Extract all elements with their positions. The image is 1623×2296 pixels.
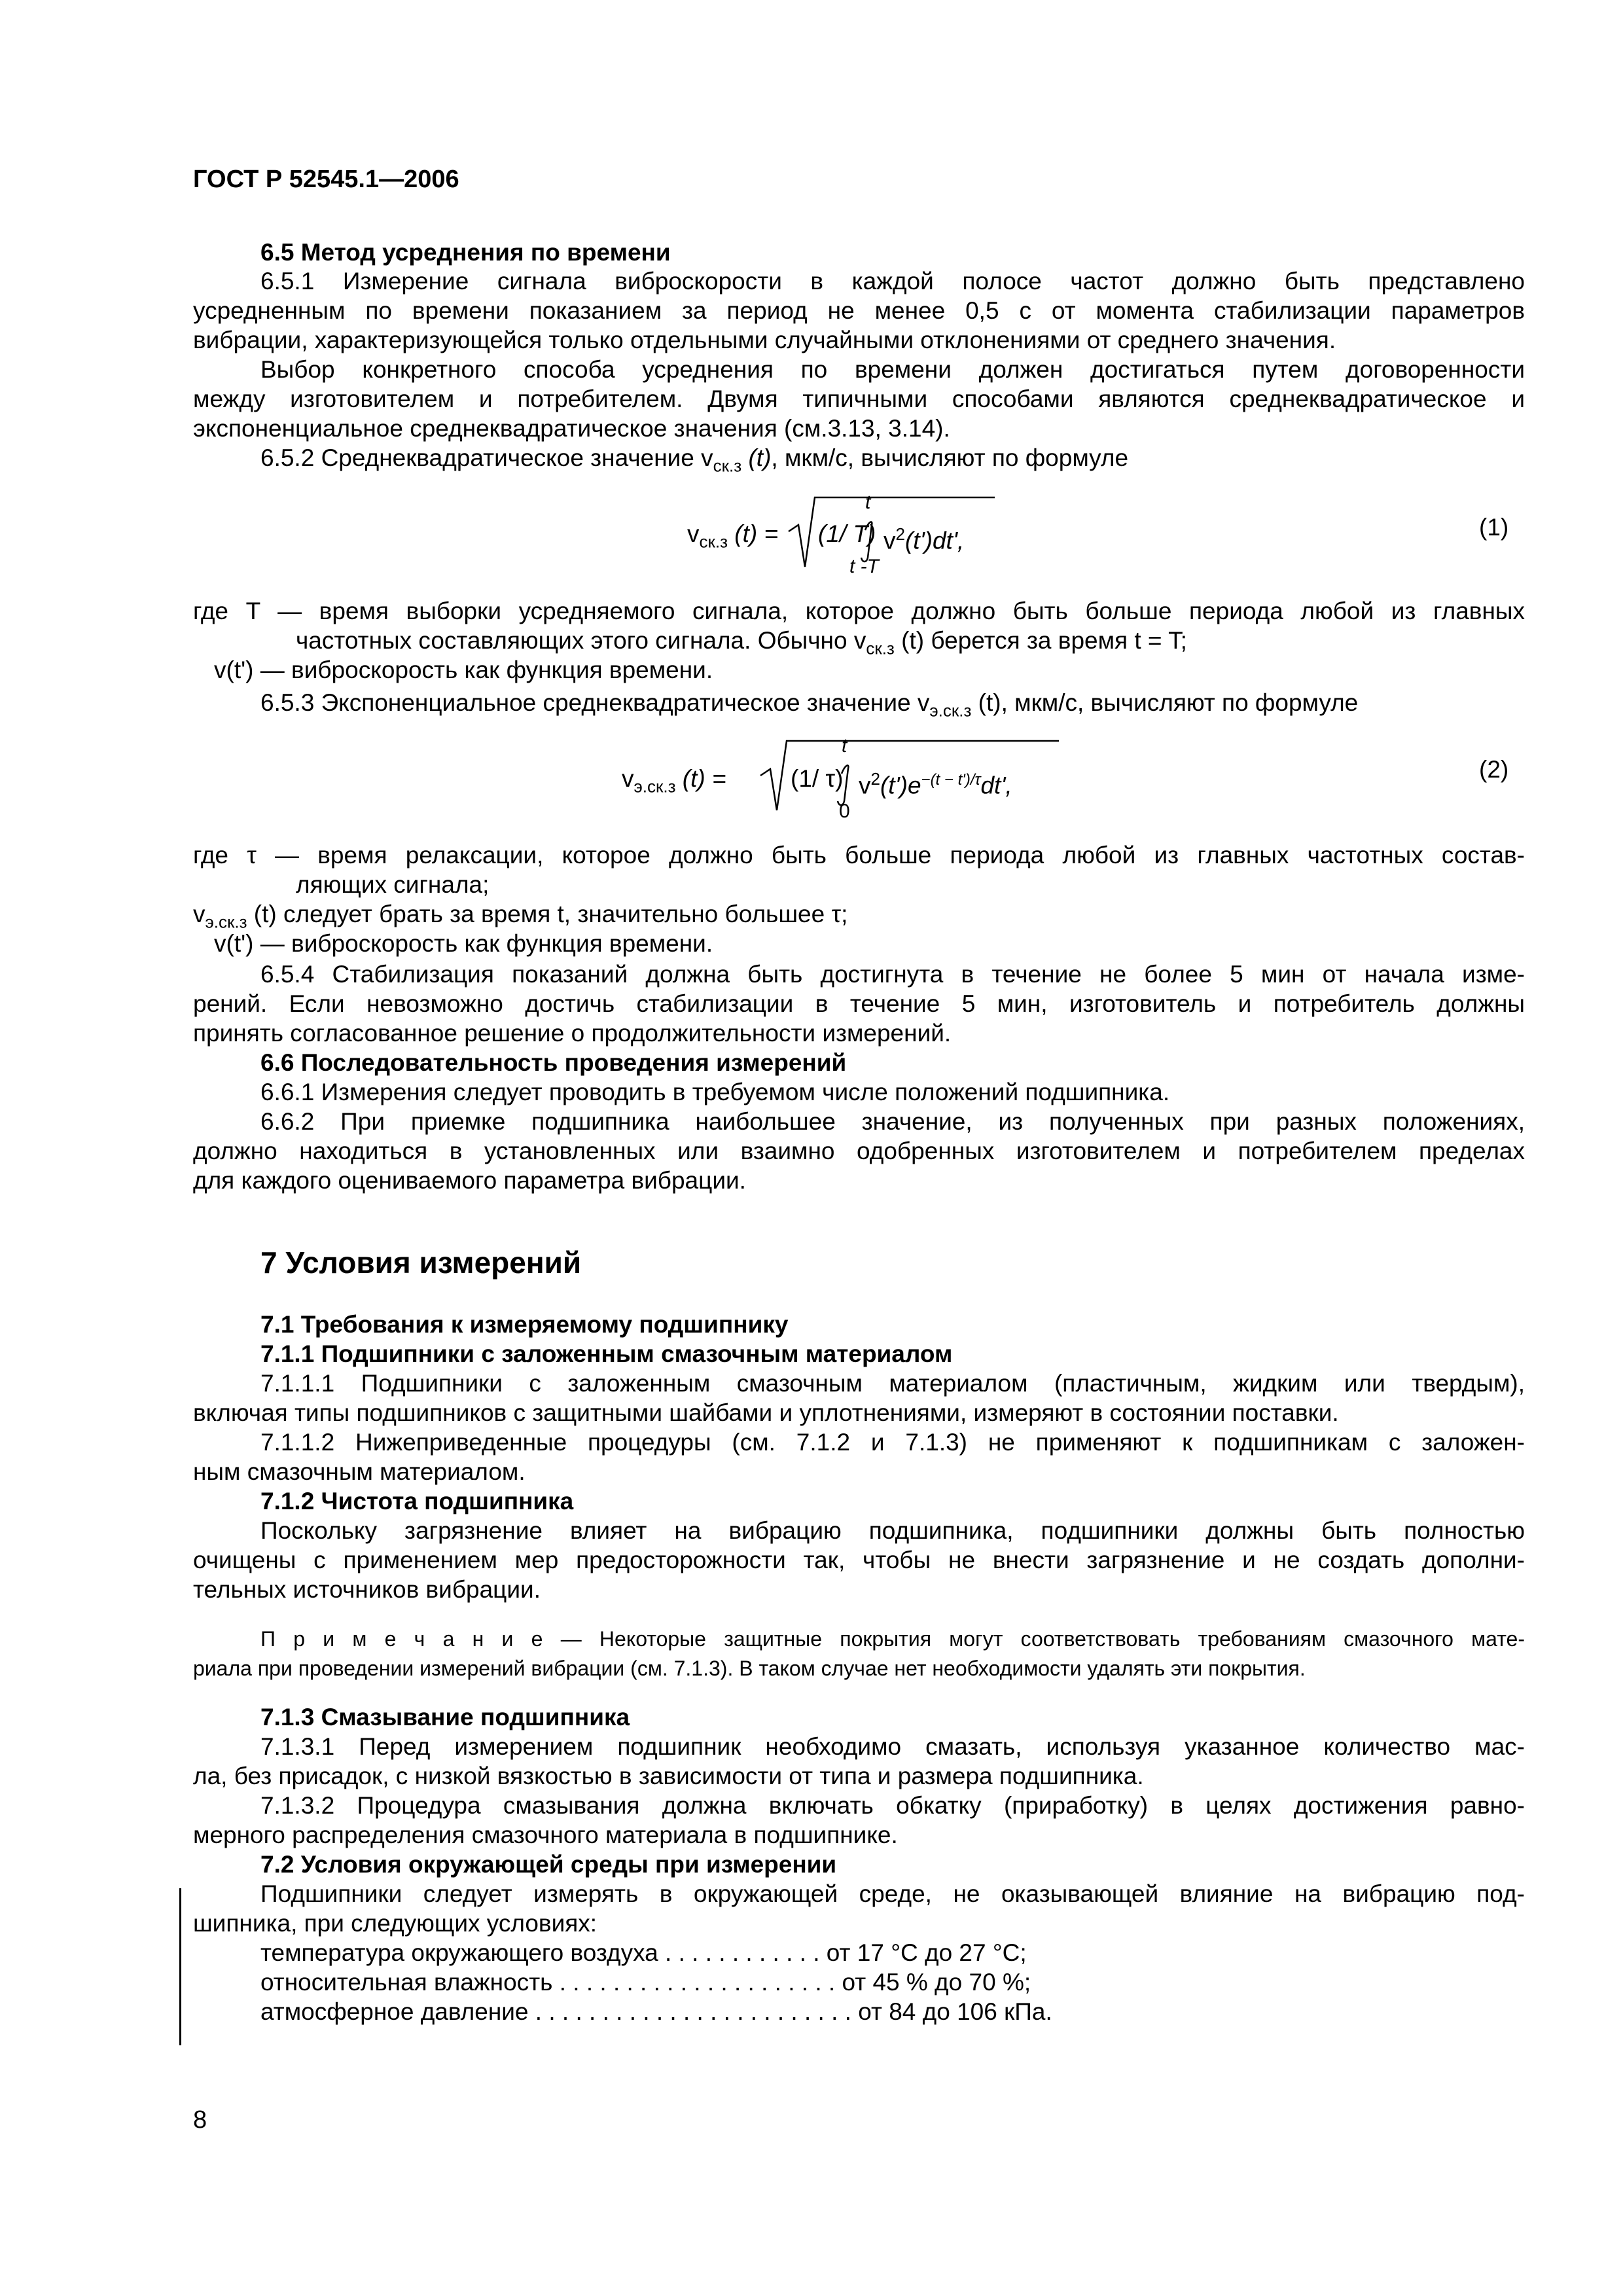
eq1-integrand: $v^2(t')dt'$, (883, 524, 965, 554)
para-7-1-3-1-line1: 7.1.3.1 Перед измерением подшипник необходимо смазать, используя указанное количество мас- (260, 1733, 1525, 1760)
note-line1: П р и м е ч а н и е — Некоторые защитные покрытия могут соответствовать требованиям смазочного мате- (260, 1627, 1525, 1651)
where1-line1: где T — время выборки усредняемого сигнала, которое должно быть больше периода любой из главных (193, 598, 1525, 624)
where2-line1: где τ — время релаксации, которое должно быть больше периода любой из главных частотных состав- (193, 842, 1525, 869)
para-choice-line1: Выбор конкретного способа усреднения по времени должен достигаться путем договоренности (260, 356, 1525, 383)
para-7-2-line1: Подшипники следует измерять в окружающей среде, не оказывающей влияние на вибрацию под- (260, 1880, 1525, 1907)
para-6-5-3: 6.5.3 Экспоненциальное среднеквадратическое значение $v_{э.ск.з}$ (t), мкм/с, вычисляют по формуле (260, 689, 1359, 721)
heading-7-1: 7.1 Требования к измеряемому подшипнику (260, 1311, 789, 1338)
condition-pressure: атмосферное давление . . . . . . . . . . . . . . . . . . . . . . . . от 84 до 106 кПа. (260, 1998, 1052, 2025)
para-7-1-3-2-line2: мерного распределения смазочного материала в подшипнике. (193, 1821, 898, 1848)
para-6-5-1-line2: усредненным по времени показанием за период не менее 0,5 с от момента стабилизации параметров (193, 297, 1525, 324)
para-7-1-1-2-line2: ным смазочным материалом. (193, 1458, 526, 1485)
eq1-lhs: $v_{ск.з}$ (t) = (687, 520, 779, 552)
para-6-5-1-line1: 6.5.1 Измерение сигнала виброскорости в каждой полосе частот должно быть представлено (260, 268, 1525, 295)
equation-1-number: (1) (1479, 514, 1509, 541)
para-7-1-2-line3: тельных источников вибрации. (193, 1576, 541, 1603)
condition-temperature: температура окружающего воздуха . . . . . . . . . . . . от 17 °С до 27 °С; (260, 1939, 1027, 1966)
eq2-lower-limit: 0 (839, 800, 850, 822)
eq1-factor: (1/ T) (818, 520, 876, 547)
where1-line3: v(t') — виброскорость как функция времени. (214, 656, 713, 683)
eq1-upper-limit: t (865, 492, 871, 513)
section-heading-6-5: 6.5 Метод усреднения по времени (260, 239, 671, 266)
para-6-5-4-line3: принять согласованное решение о продолжительности измерений. (193, 1020, 952, 1047)
para-7-1-1-1-line1: 7.1.1.1 Подшипники с заложенным смазочным материалом (пластичным, жидким или твердым), (260, 1370, 1525, 1397)
para-choice-line3: экспоненциальное среднеквадратическое значения (см.3.13, 3.14). (193, 415, 950, 442)
eq2-factor: (1/ τ) (791, 765, 844, 792)
para-6-6-2-line1: 6.6.2 При приемке подшипника наибольшее значение, из полученных при разных положениях, (260, 1108, 1525, 1135)
heading-7-2: 7.2 Условия окружающей среды при измерении (260, 1851, 837, 1878)
document-header: ГОСТ Р 52545.1—2006 (193, 166, 459, 193)
section-heading-7: 7 Условия измерений (260, 1246, 582, 1280)
para-7-1-1-2-line1: 7.1.1.2 Нижеприведенные процедуры (см. 7.1.2 и 7.1.3) не применяют к подшипникам с заложен- (260, 1429, 1525, 1456)
para-7-1-2-line1: Поскольку загрязнение влияет на вибрацию подшипника, подшипники должны быть полностью (260, 1517, 1525, 1544)
where1-line2: частотных составляющих этого сигнала. Обычно $v_{ск.з}$ (t) берется за время t = T; (296, 627, 1187, 658)
para-7-1-1-1-line2: включая типы подшипников с защитными шайбами и уплотнениями, измеряют в состоянии поставки. (193, 1399, 1339, 1426)
condition-humidity: относительная влажность . . . . . . . . . . . . . . . . . . . . . от 45 % до 70 %; (260, 1969, 1031, 1996)
heading-7-1-1: 7.1.1 Подшипники с заложенным смазочным материалом (260, 1340, 953, 1367)
para-choice-line2: между изготовителем и потребителем. Двумя типичными способами являются среднеквадратическое и (193, 386, 1525, 412)
para-6-5-1-line3: вибрации, характеризующейся только отдельными случайными отклонениями от среднего значения. (193, 327, 1336, 353)
eq1-lower-limit: t -T (849, 556, 879, 577)
para-7-1-3-1-line2: ла, без присадок, с низкой вязкостью в зависимости от типа и размера подшипника. (193, 1763, 1144, 1789)
note-line2: риала при проведении измерений вибрации (см. 7.1.3). В таком случае нет необходимости удалять эти покрытия. (193, 1657, 1306, 1680)
para-6-5-4-line2: рений. Если невозможно достичь стабилизации в течение 5 мин, изготовитель и потребитель должны (193, 990, 1525, 1017)
para-7-1-2-line2: очищены с применением мер предосторожности так, чтобы не внести загрязнение и не создать дополни- (193, 1547, 1525, 1573)
eq2-lhs: $v_{э.ск.з}$ (t) = (622, 765, 726, 797)
para-6-5-4-line1: 6.5.4 Стабилизация показаний должна быть достигнута в течение не более 5 мин от начала изме- (260, 961, 1525, 988)
para-6-5-2: 6.5.2 Среднеквадратическое значение $v_{ск.з}$ (t), мкм/с, вычисляют по формуле (260, 444, 1129, 476)
where2-line2: ляющих сигнала; (296, 871, 490, 898)
change-bar (179, 1888, 181, 2045)
where2-line3: $v_{э.ск.з}$ (t) следует брать за время t, значительно большее τ; (193, 901, 848, 932)
heading-7-1-3: 7.1.3 Смазывание подшипника (260, 1704, 630, 1731)
equation-1 (687, 484, 1145, 576)
heading-7-1-2: 7.1.2 Чистота подшипника (260, 1488, 574, 1515)
eq2-upper-limit: t (842, 735, 847, 757)
para-7-2-line2: шипника, при следующих условиях: (193, 1910, 597, 1937)
where2-line4: v(t') — виброскорость как функция времени. (214, 930, 713, 957)
para-6-6-2-line2: должно находиться в установленных или взаимно одобренных изготовителем и потребителем пределах (193, 1138, 1525, 1164)
section-heading-6-6: 6.6 Последовательность проведения измерений (260, 1049, 847, 1076)
para-7-1-3-2-line1: 7.1.3.2 Процедура смазывания должна включать обкатку (приработку) в целях достижения равно- (260, 1792, 1525, 1819)
para-6-6-1: 6.6.1 Измерения следует проводить в требуемом числе положений подшипника. (260, 1079, 1170, 1105)
page-number: 8 (193, 2106, 207, 2134)
para-6-6-2-line3: для каждого оцениваемого параметра вибрации. (193, 1167, 746, 1194)
equation-2 (622, 726, 1211, 822)
eq2-integrand: $v^2(t')e^{-(t - t')/\tau}dt'$, (859, 769, 1012, 799)
equation-2-number: (2) (1479, 756, 1509, 783)
